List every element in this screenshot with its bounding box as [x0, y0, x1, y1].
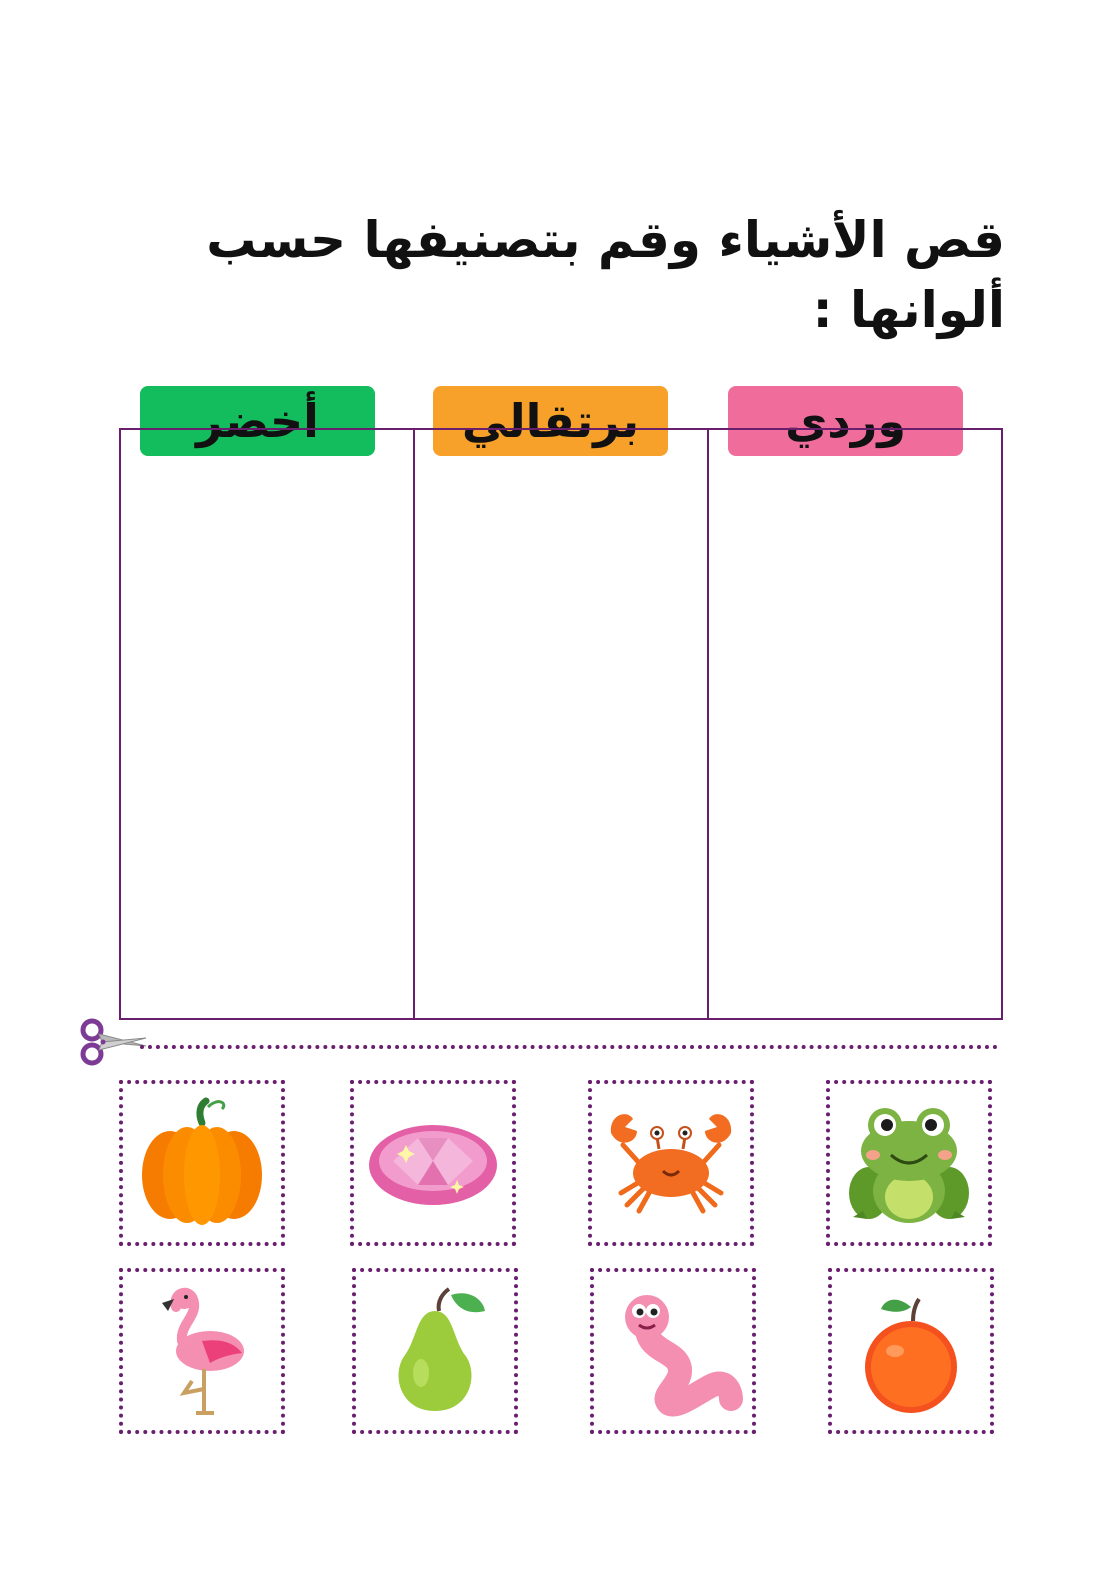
card-pear[interactable]: [352, 1268, 518, 1434]
cut-line: [140, 1045, 998, 1049]
sorting-board: [119, 428, 1003, 1020]
category-label-pink: وردي: [728, 386, 963, 456]
pear-icon: [365, 1281, 505, 1421]
card-flamingo[interactable]: [119, 1268, 285, 1434]
pink-gem-icon: [363, 1093, 503, 1233]
crab-icon: [601, 1093, 741, 1233]
pumpkin-icon: [132, 1093, 272, 1233]
card-crab[interactable]: [588, 1080, 754, 1246]
card-pumpkin[interactable]: [119, 1080, 285, 1246]
card-worm[interactable]: [590, 1268, 756, 1434]
card-pink-gem[interactable]: [350, 1080, 516, 1246]
category-label-green: أخضر: [140, 386, 375, 456]
column-orange[interactable]: [415, 430, 709, 1018]
frog-icon: [839, 1093, 979, 1233]
column-pink[interactable]: [709, 430, 1001, 1018]
worm-icon: [603, 1281, 743, 1421]
page-title: قص الأشياء وقم بتصنيفها حسب ألوانها :: [206, 211, 1005, 339]
card-orange-fruit[interactable]: [828, 1268, 994, 1434]
scissors-icon: [78, 1018, 150, 1066]
orange-fruit-icon: [841, 1281, 981, 1421]
flamingo-icon: [132, 1281, 272, 1421]
column-green[interactable]: [121, 430, 415, 1018]
category-label-orange: برتقالي: [433, 386, 668, 456]
card-frog[interactable]: [826, 1080, 992, 1246]
